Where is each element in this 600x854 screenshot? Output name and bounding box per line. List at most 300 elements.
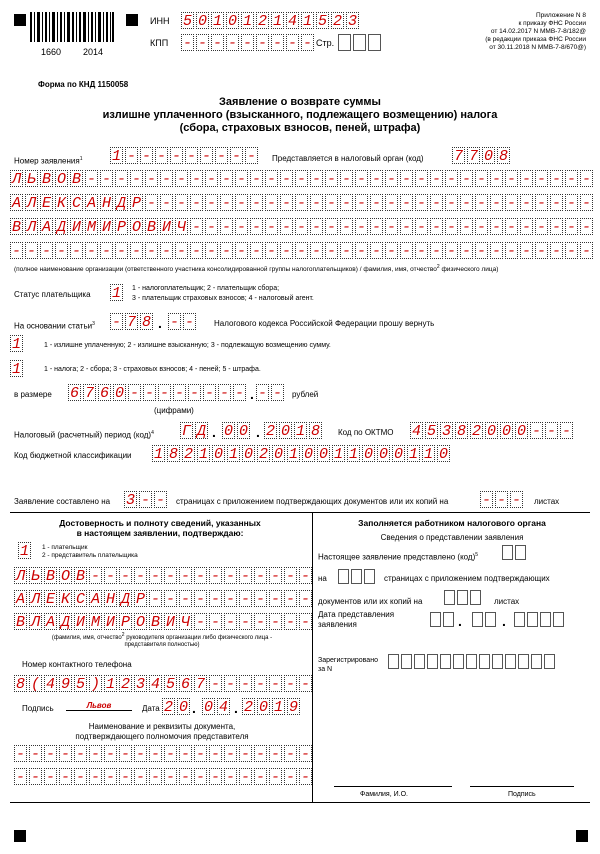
char-cell: -: [120, 568, 130, 585]
char-cell: -: [15, 769, 25, 786]
appendix-note: [485, 12, 586, 52]
char-cell: -: [246, 148, 256, 165]
char-cell: -: [195, 614, 205, 631]
char-cell: А: [15, 591, 25, 608]
char-cell: -: [561, 423, 571, 440]
fio-line: [334, 786, 452, 787]
char-cell: -: [155, 492, 165, 509]
char-cell: -: [221, 171, 231, 188]
char-cell: -: [285, 746, 295, 763]
empty-cell: [388, 654, 399, 669]
char-cell: 1: [348, 446, 358, 463]
char-cell: -: [174, 385, 184, 402]
char-cell: Ч: [180, 614, 190, 631]
char-cell: -: [165, 769, 175, 786]
right-date-year: [514, 612, 566, 627]
char-cell: -: [566, 243, 576, 260]
form-title: [0, 96, 600, 135]
pages-text: страницах с приложением подтверждающих документов или их копий на: [176, 497, 449, 506]
right-pages-cells: [338, 569, 377, 584]
char-cell: -: [105, 568, 115, 585]
char-cell: 5: [317, 13, 327, 30]
char-cell: 0: [501, 423, 511, 440]
char-cell: -: [341, 219, 351, 236]
char-cell: Е: [45, 591, 55, 608]
right-sheets-label: листах: [494, 597, 520, 606]
char-cell: Д: [56, 219, 66, 236]
char-cell: -: [311, 243, 321, 260]
doc-line-1: [14, 745, 314, 762]
name-line-3: [10, 218, 595, 235]
char-cell: -: [135, 746, 145, 763]
char-cell: В: [71, 171, 81, 188]
char-cell: -: [326, 219, 336, 236]
empty-cell: [430, 612, 441, 627]
char-cell: -: [225, 568, 235, 585]
char-cell: 1: [302, 13, 312, 30]
char-cell: -: [86, 171, 96, 188]
empty-cell: [466, 654, 477, 669]
char-cell: -: [165, 568, 175, 585]
char-cell: -: [446, 195, 456, 212]
char-cell: -: [161, 171, 171, 188]
char-cell: И: [161, 219, 171, 236]
barcode-number-left: 1660: [40, 47, 62, 57]
char-cell: -: [566, 171, 576, 188]
char-cell: -: [195, 769, 205, 786]
signer_desc-line: 1 - плательщик: [42, 544, 88, 551]
char-cell: -: [300, 769, 310, 786]
char-cell: 8: [498, 148, 508, 165]
left-name-line-1: [14, 567, 314, 584]
char-cell: -: [240, 769, 250, 786]
char-cell: 5: [75, 676, 85, 693]
char-cell: -: [536, 171, 546, 188]
right-pages-text: страницах с приложением подтверждающих: [384, 574, 550, 583]
char-cell: -: [285, 769, 295, 786]
tax-authority-label: Представляется в налоговый орган (код): [272, 154, 424, 163]
char-cell: -: [86, 243, 96, 260]
char-cell: -: [242, 35, 252, 52]
char-cell: -: [240, 676, 250, 693]
amount-rub-cells: [68, 384, 248, 401]
status_desc-line: 1 - налогоплательщик; 2 - плательщик сбора;: [132, 285, 280, 292]
char-cell: 1: [19, 543, 29, 560]
char-cell: Л: [15, 568, 25, 585]
left-name-caption-line: представителя полностью): [124, 642, 200, 648]
empty-cell: [502, 545, 513, 560]
sign-label: Подпись: [22, 704, 54, 713]
empty-cell: [414, 654, 425, 669]
fio-label: Фамилия, И.О.: [360, 791, 408, 798]
char-cell: 0: [516, 423, 526, 440]
char-cell: 1: [242, 13, 252, 30]
char-cell: -: [171, 148, 181, 165]
name-line-2: [10, 194, 595, 211]
char-cell: -: [116, 243, 126, 260]
char-cell: Р: [120, 614, 130, 631]
char-cell: -: [255, 746, 265, 763]
char-cell: -: [146, 195, 156, 212]
char-cell: -: [431, 195, 441, 212]
char-cell: -: [311, 219, 321, 236]
char-cell: -: [191, 243, 201, 260]
char-cell: -: [180, 769, 190, 786]
char-cell: Г: [181, 423, 191, 440]
char-cell: -: [300, 568, 310, 585]
char-cell: Е: [41, 195, 51, 212]
char-cell: 1: [111, 148, 121, 165]
char-cell: -: [255, 591, 265, 608]
type2-desc: 1 - налога; 2 - сбора; 3 - страховых взносов; 4 - пеней; 5 - штрафа.: [44, 366, 261, 373]
char-cell: [368, 34, 381, 51]
signer-cell: [18, 542, 33, 559]
char-cell: -: [356, 171, 366, 188]
sheets-cells: [480, 491, 525, 508]
char-cell: -: [41, 243, 51, 260]
char-cell: -: [257, 385, 267, 402]
empty-cell: [544, 654, 555, 669]
appendix-line: Приложение N 8: [535, 12, 586, 19]
char-cell: 1: [288, 446, 298, 463]
char-cell: -: [446, 219, 456, 236]
char-cell: -: [270, 746, 280, 763]
char-cell: Д: [120, 591, 130, 608]
status_desc-line: 3 - плательщик страховых взносов; 4 - налоговый агент.: [132, 295, 314, 302]
char-cell: 7: [468, 148, 478, 165]
doc-line-2: [14, 768, 314, 785]
char-cell: -: [45, 746, 55, 763]
char-cell: -: [431, 243, 441, 260]
char-cell: -: [146, 171, 156, 188]
char-cell: А: [90, 591, 100, 608]
char-cell: К: [60, 591, 70, 608]
kpp-label: КПП: [150, 38, 169, 48]
left-title: [10, 518, 310, 538]
char-cell: -: [255, 676, 265, 693]
char-cell: -: [240, 568, 250, 585]
char-cell: -: [101, 171, 111, 188]
char-cell: М: [86, 219, 96, 236]
char-cell: -: [236, 171, 246, 188]
char-cell: -: [210, 769, 220, 786]
char-cell: (: [30, 676, 40, 693]
char-cell: -: [356, 195, 366, 212]
date-separator-1: .: [192, 700, 196, 716]
char-cell: -: [581, 243, 591, 260]
char-cell: О: [60, 568, 70, 585]
empty-cell: [364, 569, 375, 584]
char-cell: -: [141, 148, 151, 165]
char-cell: -: [210, 614, 220, 631]
char-cell: -: [371, 243, 381, 260]
char-cell: -: [566, 219, 576, 236]
right-date-separator-1: .: [458, 613, 462, 629]
char-cell: -: [176, 171, 186, 188]
empty-cell: [505, 654, 516, 669]
empty-cell: [479, 654, 490, 669]
char-cell: -: [272, 385, 282, 402]
appendix-line: от 14.02.2017 N ММВ-7-8/182@: [490, 28, 586, 35]
char-cell: -: [131, 171, 141, 188]
char-cell: 1: [105, 676, 115, 693]
name-line-4: [10, 242, 595, 259]
char-cell: -: [210, 568, 220, 585]
empty-cell: [531, 654, 542, 669]
char-cell: ): [90, 676, 100, 693]
char-cell: И: [71, 219, 81, 236]
period-separator-1: .: [212, 424, 216, 440]
date-label: Дата: [142, 704, 160, 713]
phone-label: Номер контактного телефона: [22, 660, 132, 669]
status-label: Статус плательщика: [14, 290, 91, 299]
char-cell: -: [416, 171, 426, 188]
char-cell: -: [126, 148, 136, 165]
oktmo-cells: [410, 422, 575, 439]
char-cell: -: [150, 746, 160, 763]
char-cell: -: [206, 243, 216, 260]
article-cells-a: [110, 313, 155, 330]
char-cell: 1: [212, 13, 222, 30]
char-cell: -: [326, 171, 336, 188]
char-cell: -: [240, 746, 250, 763]
char-cell: -: [386, 219, 396, 236]
appendix-line: (в редакции приказа ФНС России: [485, 36, 586, 43]
char-cell: О: [56, 171, 66, 188]
char-cell: 0: [318, 446, 328, 463]
app-number-cells: [110, 147, 260, 164]
char-cell: А: [11, 195, 21, 212]
caption-superscript: 2: [121, 632, 125, 638]
char-cell: -: [221, 243, 231, 260]
empty-cell: [351, 569, 362, 584]
inn-cells: [181, 12, 361, 29]
char-cell: -: [285, 568, 295, 585]
char-cell: 0: [238, 423, 248, 440]
signer-desc: [42, 544, 138, 560]
char-cell: -: [341, 171, 351, 188]
char-cell: Ь: [26, 171, 36, 188]
char-cell: -: [195, 568, 205, 585]
char-cell: -: [281, 219, 291, 236]
char-cell: В: [45, 568, 55, 585]
char-cell: В: [15, 614, 25, 631]
char-cell: -: [401, 219, 411, 236]
right_date_label-line: заявления: [318, 620, 357, 629]
char-cell: -: [197, 35, 207, 52]
char-cell: -: [431, 219, 441, 236]
char-cell: -: [266, 171, 276, 188]
char-cell: [353, 34, 366, 51]
char-cell: 1: [153, 446, 163, 463]
char-cell: 2: [257, 13, 267, 30]
empty-cell: [443, 612, 454, 627]
empty-cell: [440, 654, 451, 669]
char-cell: -: [159, 385, 169, 402]
char-cell: -: [251, 195, 261, 212]
char-cell: -: [236, 195, 246, 212]
char-cell: -: [182, 35, 192, 52]
char-cell: 0: [227, 13, 237, 30]
section-divider-bottom: [10, 802, 590, 803]
char-cell: -: [285, 676, 295, 693]
char-cell: Д: [60, 614, 70, 631]
char-cell: 2: [243, 699, 253, 716]
char-cell: -: [356, 219, 366, 236]
char-cell: В: [150, 614, 160, 631]
char-cell: -: [201, 148, 211, 165]
char-cell: -: [270, 614, 280, 631]
char-cell: -: [26, 243, 36, 260]
char-cell: -: [225, 614, 235, 631]
char-cell: -: [300, 614, 310, 631]
docs-label: документов или их копий на: [318, 597, 423, 606]
char-cell: -: [401, 171, 411, 188]
char-cell: -: [180, 591, 190, 608]
char-cell: -: [536, 195, 546, 212]
char-cell: -: [521, 195, 531, 212]
doc-label: [14, 722, 310, 742]
right-sign-line: [470, 786, 574, 787]
char-cell: -: [551, 219, 561, 236]
amount-separator: .: [250, 386, 254, 402]
char-cell: Л: [26, 219, 36, 236]
char-cell: -: [231, 148, 241, 165]
name-caption: (полное наименование организации (ответственного участника консолидированной группы налогоплательщиков) / фамилия, имя, отчество$^2$ физического лица): [14, 264, 499, 274]
char-cell: -: [101, 243, 111, 260]
char-cell: 5: [426, 423, 436, 440]
char-cell: -: [191, 171, 201, 188]
char-cell: -: [60, 746, 70, 763]
period-cells-c: [264, 422, 324, 439]
char-cell: -: [216, 148, 226, 165]
char-cell: И: [75, 614, 85, 631]
char-cell: -: [481, 492, 491, 509]
right-subtitle: Сведения о представлении заявления: [380, 533, 524, 542]
char-cell: -: [476, 195, 486, 212]
char-cell: -: [225, 769, 235, 786]
char-cell: 0: [393, 446, 403, 463]
pages-cells: [124, 491, 169, 508]
char-cell: 7: [84, 385, 94, 402]
char-cell: -: [287, 35, 297, 52]
char-cell: -: [255, 568, 265, 585]
form-code: Форма по КНД 1150058: [38, 80, 129, 89]
char-cell: 8: [15, 676, 25, 693]
char-cell: -: [506, 219, 516, 236]
right-date-day: [430, 612, 456, 627]
reg_label-line: за N: [318, 666, 333, 673]
char-cell: 2: [265, 423, 275, 440]
char-cell: -: [356, 243, 366, 260]
char-cell: 1: [11, 336, 21, 353]
char-cell: -: [270, 568, 280, 585]
char-cell: 3: [441, 423, 451, 440]
char-cell: -: [270, 676, 280, 693]
empty-cell: [485, 612, 496, 627]
char-cell: -: [251, 171, 261, 188]
char-cell: -: [165, 746, 175, 763]
date-year-cells: [242, 698, 302, 715]
doc_label-line: Наименование и реквизиты документа,: [88, 722, 236, 731]
char-cell: А: [86, 195, 96, 212]
char-cell: 2: [183, 446, 193, 463]
appendix-line: от 30.11.2018 N ММВ-7-8/670@): [489, 44, 586, 51]
char-cell: К: [56, 195, 66, 212]
char-cell: -: [416, 219, 426, 236]
empty-cell: [518, 654, 529, 669]
char-cell: -: [581, 171, 591, 188]
char-cell: Л: [30, 591, 40, 608]
char-cell: -: [416, 243, 426, 260]
char-cell: Д: [196, 423, 206, 440]
char-cell: -: [521, 243, 531, 260]
char-cell: М: [90, 614, 100, 631]
char-cell: И: [101, 219, 111, 236]
char-cell: -: [296, 195, 306, 212]
signer_desc-line: 2 - представитель плательщика: [42, 552, 138, 559]
char-cell: -: [236, 243, 246, 260]
name-line-1: [10, 170, 595, 187]
char-cell: 6: [180, 676, 190, 693]
char-cell: -: [219, 385, 229, 402]
page-cells: [338, 34, 383, 51]
char-cell: -: [45, 769, 55, 786]
char-cell: 3: [135, 676, 145, 693]
char-cell: -: [116, 171, 126, 188]
char-cell: 2: [120, 676, 130, 693]
date-month-cells: [202, 698, 232, 715]
char-cell: -: [311, 171, 321, 188]
char-cell: 2: [163, 699, 173, 716]
char-cell: -: [11, 243, 21, 260]
char-cell: 0: [114, 385, 124, 402]
right-date-label: [318, 610, 394, 630]
char-cell: -: [161, 195, 171, 212]
char-cell: -: [186, 148, 196, 165]
char-cell: 0: [438, 446, 448, 463]
char-cell: -: [521, 171, 531, 188]
char-cell: -: [491, 195, 501, 212]
char-cell: -: [506, 243, 516, 260]
char-cell: -: [491, 171, 501, 188]
kbk-label: Код бюджетной классификации: [14, 451, 132, 460]
char-cell: -: [296, 243, 306, 260]
corner-marker-tl: [14, 14, 26, 26]
char-cell: Ь: [30, 568, 40, 585]
char-cell: -: [15, 746, 25, 763]
char-cell: 0: [363, 446, 373, 463]
char-cell: -: [266, 243, 276, 260]
char-cell: 1: [295, 423, 305, 440]
char-cell: -: [195, 746, 205, 763]
char-cell: -: [169, 314, 179, 331]
char-cell: 0: [213, 446, 223, 463]
char-cell: Р: [131, 195, 141, 212]
char-cell: -: [131, 243, 141, 260]
char-cell: -: [71, 243, 81, 260]
char-cell: -: [120, 769, 130, 786]
char-cell: -: [135, 769, 145, 786]
char-cell: -: [75, 769, 85, 786]
title-line: Заявление о возврате суммы: [219, 96, 381, 108]
char-cell: -: [270, 769, 280, 786]
char-cell: -: [165, 591, 175, 608]
char-cell: 4: [45, 676, 55, 693]
char-cell: 0: [378, 446, 388, 463]
char-cell: -: [221, 219, 231, 236]
char-cell: 0: [280, 423, 290, 440]
